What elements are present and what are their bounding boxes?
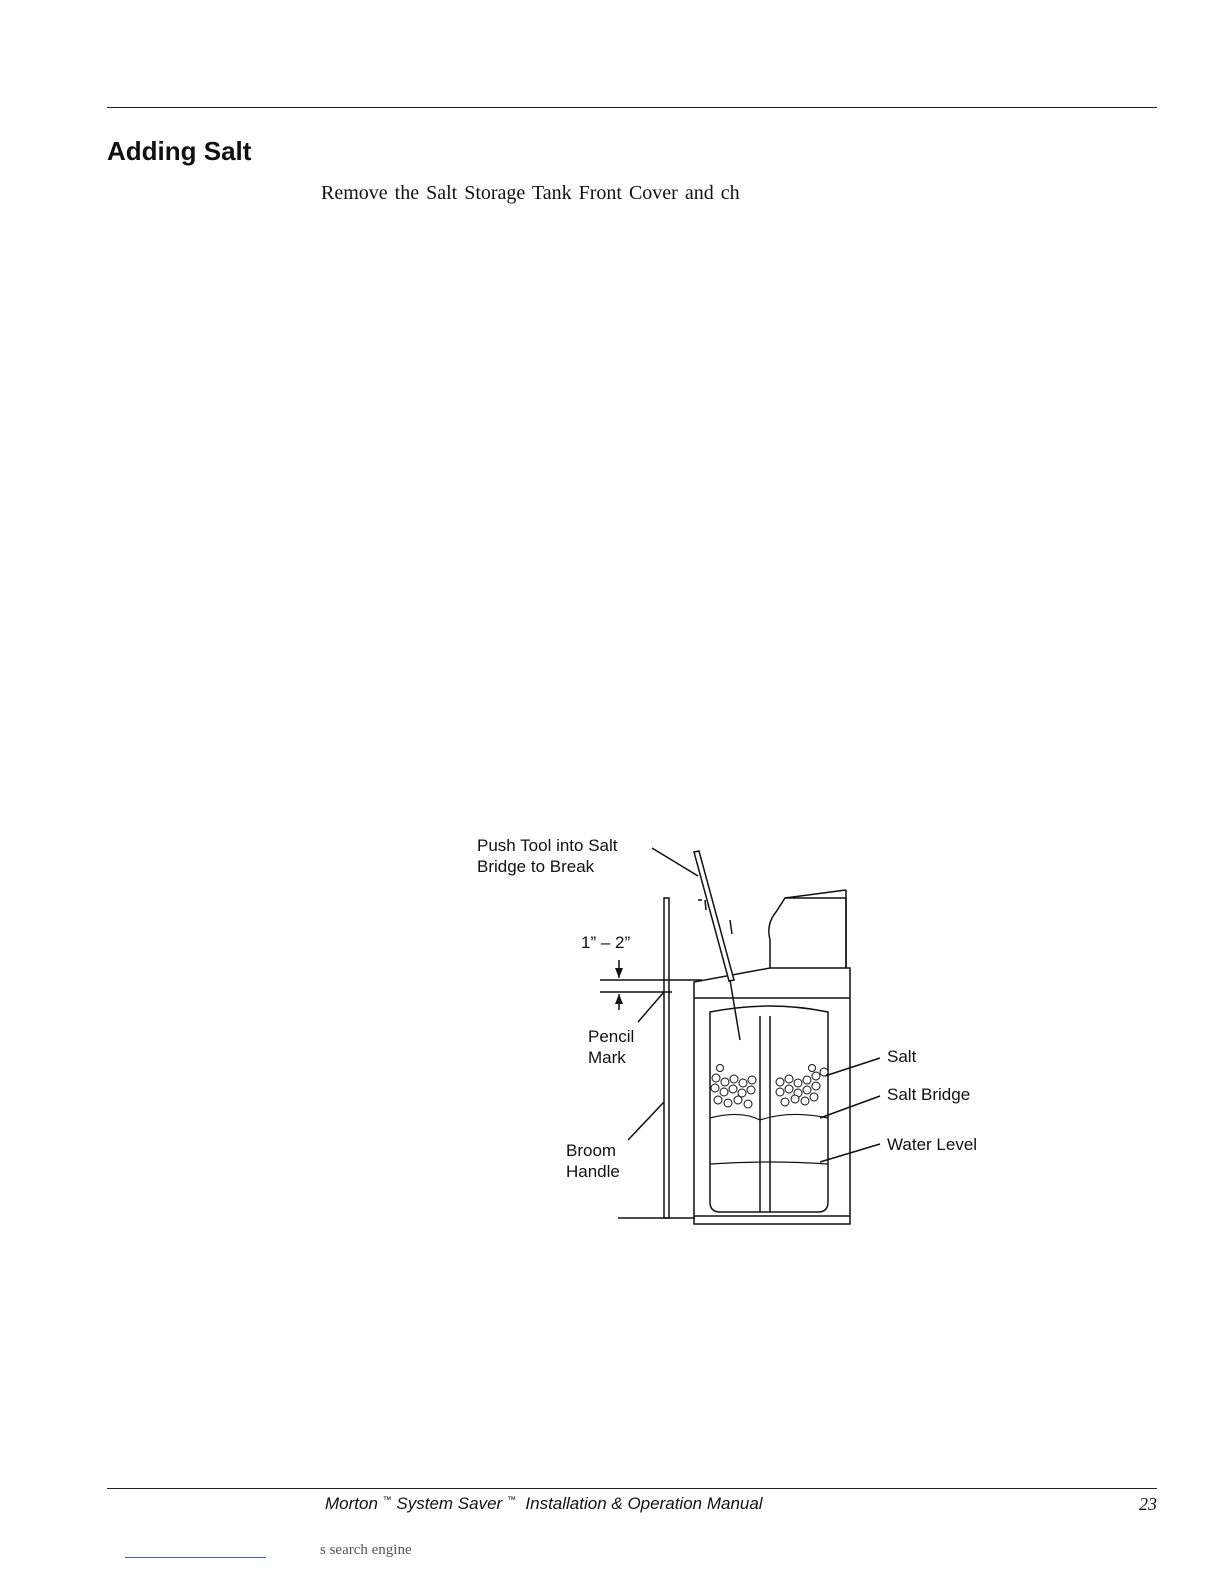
footer-note: s search engine: [320, 1542, 412, 1558]
control-head: [769, 898, 846, 968]
broom-label-line1: Broom: [566, 1141, 617, 1160]
page-number: 23: [1139, 1494, 1157, 1514]
water-level-label: Water Level: [887, 1135, 978, 1154]
footer-title: [325, 1494, 763, 1514]
salt-bridge-label: Salt Bridge: [887, 1085, 971, 1104]
bottom-rule: [107, 1488, 1157, 1489]
footer-manual: Installation & Operation Manual: [525, 1494, 763, 1513]
page-heading: Adding Salt: [107, 136, 252, 166]
broom-handle: [664, 898, 669, 1218]
dimension-label: 1” – 2”: [581, 933, 631, 952]
salt-label: Salt: [887, 1047, 917, 1066]
trademark-symbol: ™: [506, 1494, 516, 1505]
top-rule: [107, 107, 1157, 108]
water-level-line: [710, 1162, 828, 1164]
footer-link-underline[interactable]: [125, 1557, 266, 1558]
brine-tank: [710, 1006, 828, 1212]
salt-bridge-illustration: [440, 820, 1000, 1240]
trademark-symbol: ™: [382, 1494, 392, 1505]
pencil-label-line2: Mark: [588, 1048, 626, 1067]
push-tool-label-line1: Push Tool into Salt: [477, 836, 618, 855]
footer-brand: Morton: [325, 1494, 378, 1513]
push-tool: [694, 851, 734, 981]
broom-label-line2: Handle: [566, 1162, 620, 1181]
footer-product: System Saver: [396, 1494, 503, 1513]
intro-paragraph: Remove the Salt Storage Tank Front Cover and ch: [321, 182, 740, 204]
pencil-label-line1: Pencil: [588, 1027, 635, 1046]
push-tool-label-line2: Bridge to Break: [477, 857, 595, 876]
